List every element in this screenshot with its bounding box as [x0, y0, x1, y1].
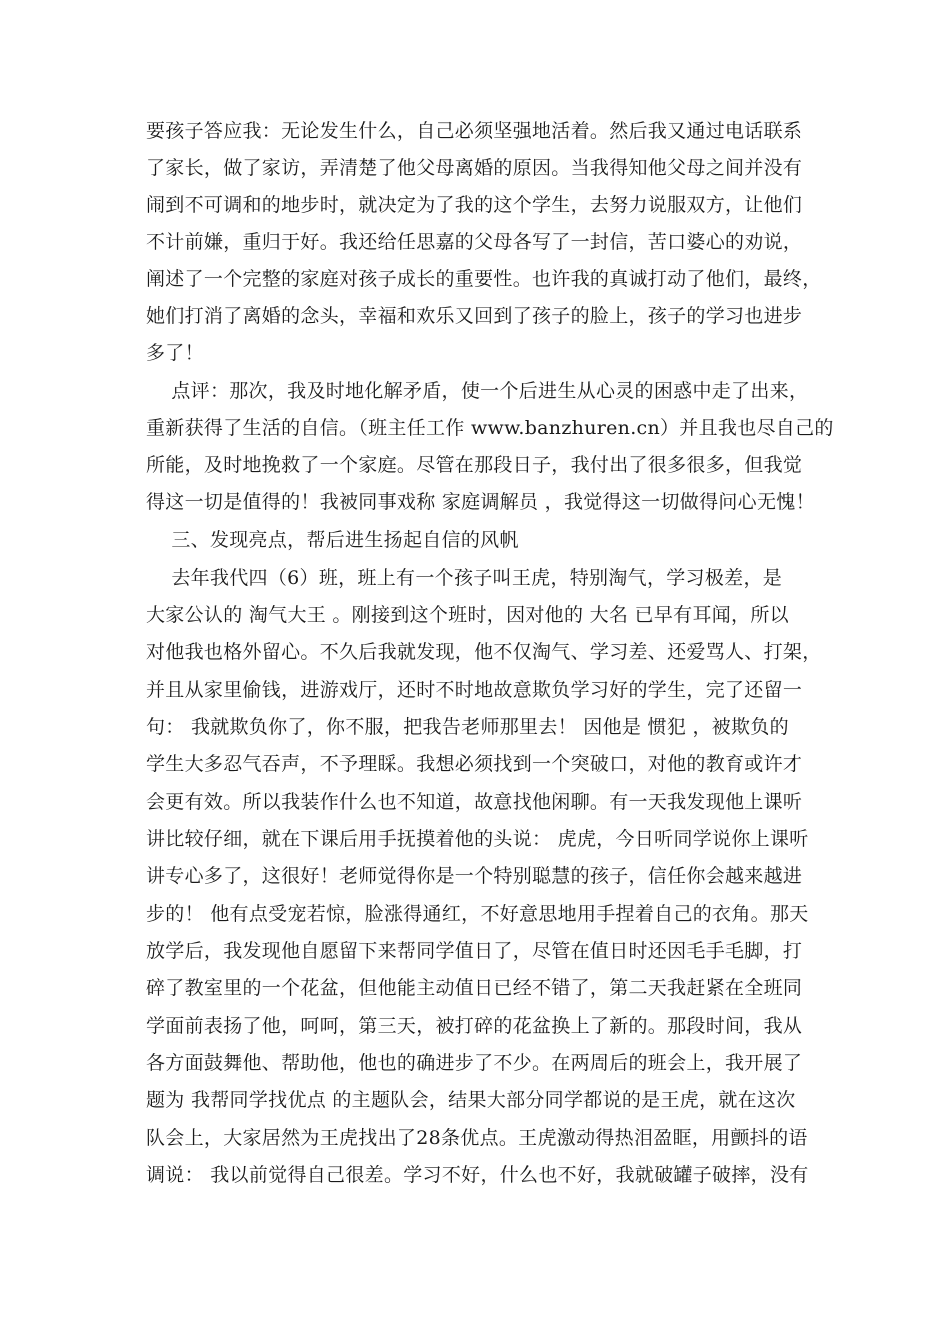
text-line: 各方面鼓舞他、帮助他，他也的确进步了不少。在两周后的班会上，我开展了: [146, 1052, 803, 1074]
text-line: 她们打消了离婚的念头，幸福和欢乐又回到了孩子的脸上，孩子的学习也进步: [146, 305, 803, 327]
section-heading: 三、发现亮点，帮后进生扬起自信的风帆: [146, 529, 519, 551]
text-line: 不计前嫌，重归于好。我还给任思嘉的父母各写了一封信，苦口婆心的劝说，: [146, 231, 803, 253]
text-line: 重新获得了生活的自信。（班主任工作 www.banzhuren.cn）并且我也尽自己的: [146, 417, 834, 439]
text-line: 调说： 我以前觉得自己很差。学习不好，什么也不好，我就破罐子破摔，没有: [146, 1164, 809, 1186]
text-line: 阐述了一个完整的家庭对孩子成长的重要性。也许我的真诚打动了他们，最终，: [146, 268, 822, 290]
text-line: 闹到不可调和的地步时，就决定为了我的这个学生，去努力说服双方，让他们: [146, 194, 803, 216]
text-line: 步的！ 他有点受宠若惊，脸涨得通红，不好意思地用手捏着自己的衣角。那天: [146, 903, 809, 925]
text-line: 队会上，大家居然为王虎找出了28条优点。王虎激动得热泪盈眶，用颤抖的语: [146, 1127, 808, 1149]
commentary-line: 点评：那次，我及时地化解矛盾，使一个后进生从心灵的困惑中走了出来，: [146, 380, 809, 402]
text-line: 学生大多忍气吞声，不予理睬。我想必须找到一个突破口，对他的教育或许才: [146, 753, 803, 775]
text-line: 句： 我就欺负你了，你不服，把我告老师那里去！ 因他是 惯犯 ，被欺负的: [146, 716, 789, 738]
text-line: 去年我代四（6）班，班上有一个孩子叫王虎，特别淘气，学习极差，是: [146, 567, 783, 589]
text-line: 题为 我帮同学找优点 的主题队会，结果大部分同学都说的是王虎，就在这次: [146, 1089, 796, 1111]
text-line: 对他我也格外留心。不久后我就发现，他不仅淘气、学习差、还爱骂人、打架，: [146, 641, 822, 663]
text-line: 要孩子答应我：无论发生什么，自己必须坚强地活着。然后我又通过电话联系: [146, 120, 803, 142]
text-line: 并且从家里偷钱，进游戏厅，还时不时地故意欺负学习好的学生，完了还留一: [146, 679, 803, 701]
text-line: 学面前表扬了他，呵呵，第三天，被打碎的花盆换上了新的。那段时间，我从: [146, 1015, 803, 1037]
text-line: 了家长，做了家访，弄清楚了他父母离婚的原因。当我得知他父母之间并没有: [146, 157, 803, 179]
text-line: 得这一切是值得的！我被同事戏称 家庭调解员 ，我觉得这一切做得问心无愧！: [146, 491, 815, 513]
text-line: 会更有效。所以我装作什么也不知道，故意找他闲聊。有一天我发现他上课听: [146, 791, 803, 813]
text-line: 讲专心多了，这很好！老师觉得你是一个特别聪慧的孩子，信任你会越来越进: [146, 865, 803, 887]
text-line: 多了！: [146, 342, 204, 364]
text-line: 碎了教室里的一个花盆，但他能主动值日已经不错了，第二天我赶紧在全班同: [146, 977, 803, 999]
text-line: 大家公认的 淘气大王 。刚接到这个班时，因对他的 大名 已早有耳闻，所以: [146, 604, 789, 626]
text-line: 所能，及时地挽救了一个家庭。尽管在那段日子，我付出了很多很多，但我觉: [146, 454, 803, 476]
text-line: 讲比较仔细，就在下课后用手抚摸着他的头说： 虎虎，今日听同学说你上课听: [146, 828, 809, 850]
text-line: 放学后，我发现他自愿留下来帮同学值日了，尽管在值日时还因毛手毛脚，打: [146, 940, 803, 962]
